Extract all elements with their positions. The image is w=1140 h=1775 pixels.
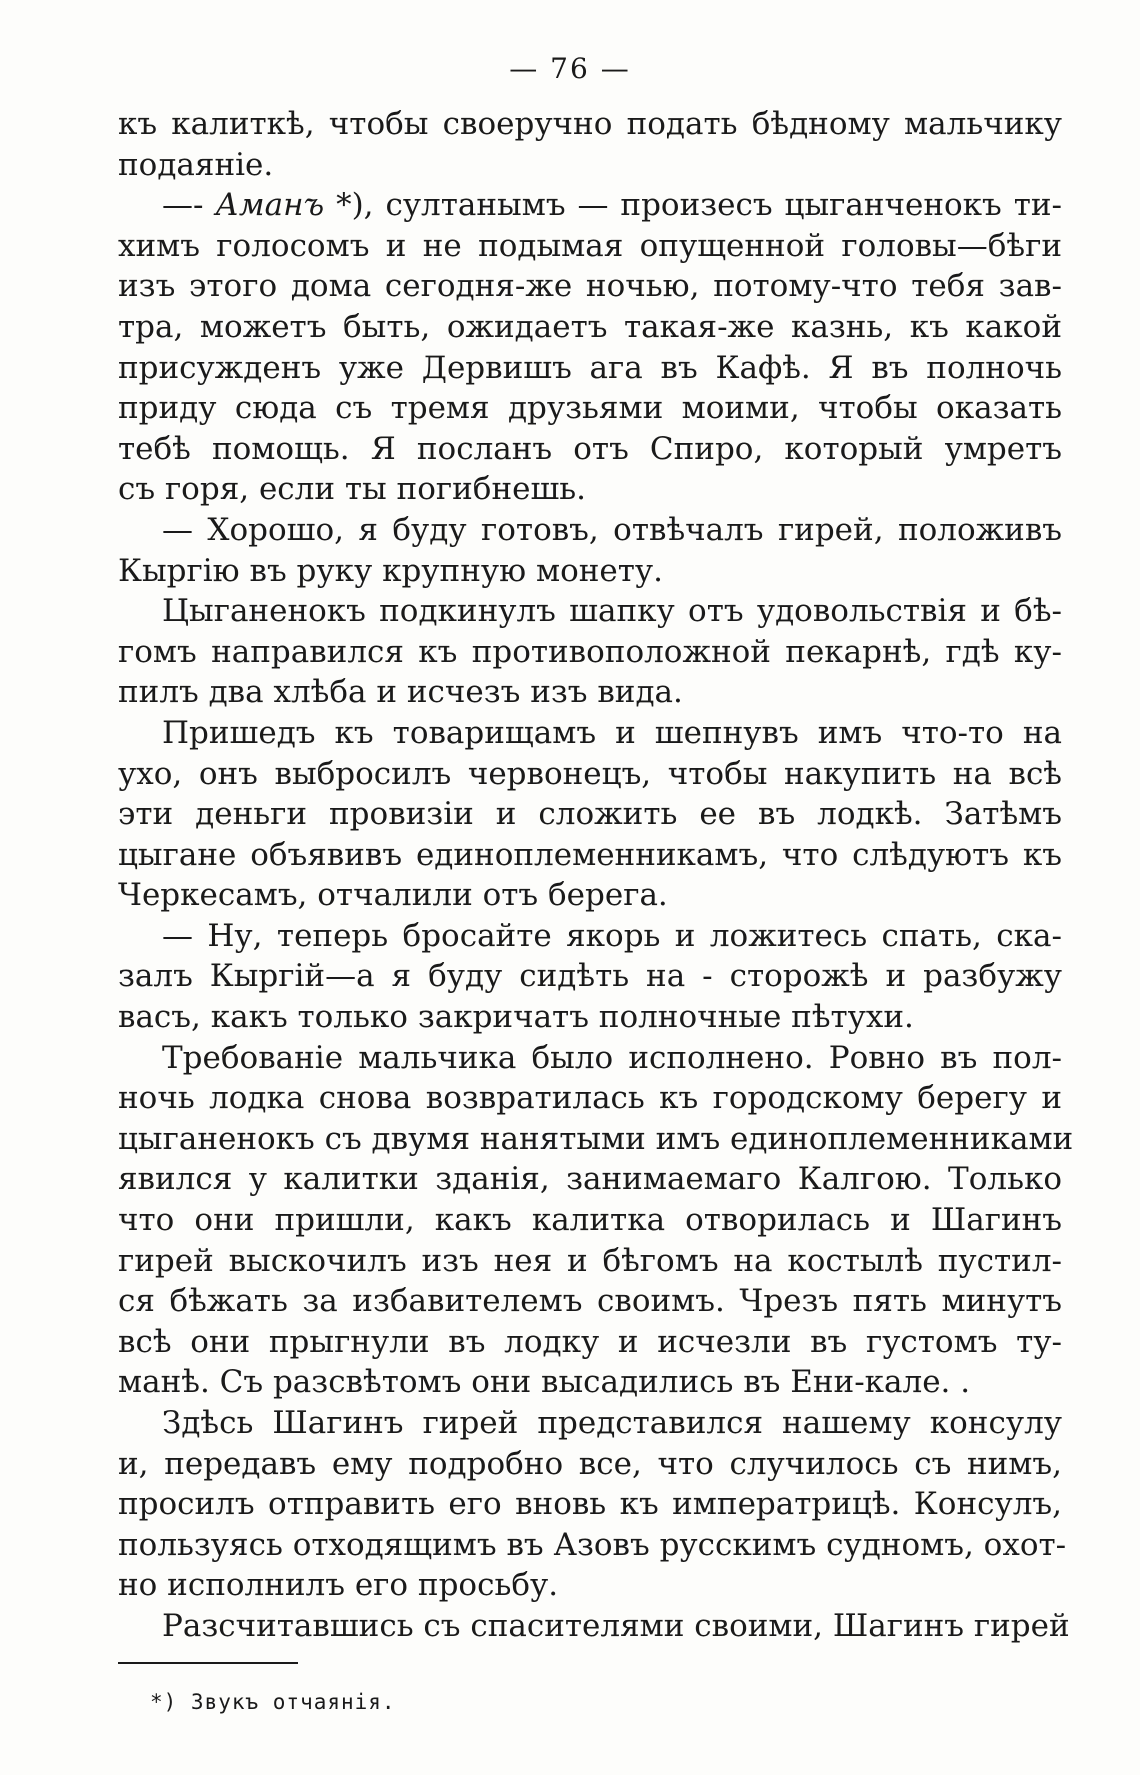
text-line: къ калиткѣ, чтобы своеручно подать бѣдному мальчику: [118, 106, 1062, 142]
text-line: подаяніе.: [118, 146, 274, 183]
text-line: тебѣ помощь. Я посланъ отъ Спиро, который умретъ: [118, 430, 1062, 467]
paragraph: [118, 185, 1062, 510]
text-line: Здѣсь Шагинъ гирей представился нашему консулу: [162, 1405, 1062, 1441]
text-line: гирей выскочилъ изъ нея и бѣгомъ на костылѣ пустил-: [118, 1242, 1062, 1279]
text-line: —- Аманъ *), султанымъ — произесъ цыганченокъ ти-: [162, 187, 1062, 224]
paragraph: [118, 916, 1062, 1038]
paragraph: [118, 104, 1062, 185]
text-line: ночь лодка снова возвратилась къ городскому берегу и: [118, 1080, 1062, 1117]
paragraph: [118, 1038, 1074, 1403]
text-line: изъ этого дома сегодня-же ночью, потому-что тебя зав-: [118, 268, 1062, 305]
text-line: — Хорошо, я буду готовъ, отвѣчалъ гирей, положивъ: [162, 511, 1062, 548]
text-line: Пришедъ къ товарищамъ и шепнувъ имъ что-то на: [162, 714, 1062, 751]
text-line: Разсчитавшись съ спасителями своими, Шагинъ гирей: [162, 1607, 1070, 1644]
paragraph: [118, 713, 1062, 916]
text-line: просилъ отправить его вновь къ императрицѣ. Консулъ,: [118, 1486, 1062, 1523]
text-line: гомъ направился къ противоположной пекарнѣ, гдѣ ку-: [118, 633, 1062, 670]
text-line: всѣ они прыгнули въ лодку и исчезли въ густомъ ту-: [118, 1323, 1062, 1360]
text-line: Цыганенокъ подкинулъ шапку отъ удовольствія и бѣ-: [162, 593, 1062, 630]
text-line: ухо, онъ выбросилъ червонецъ, чтобы накупить на всѣ: [118, 755, 1062, 792]
text-line: приду сюда съ тремя друзьями моими, чтобы оказать: [118, 390, 1062, 427]
text-line: эти деньги провизіи и сложить ее въ лодкѣ. Затѣмъ: [118, 796, 1062, 833]
text-line: пилъ два хлѣба и исчезъ изъ вида.: [118, 674, 683, 711]
paragraph: [118, 510, 1062, 591]
text-line: химъ голосомъ и не подымая опущенной головы—бѣги: [118, 227, 1062, 264]
text-line: Черкесамъ, отчалили отъ берега.: [118, 877, 668, 914]
text-line: Требованіе мальчика было исполнено. Ровно въ пол-: [162, 1039, 1062, 1076]
text-line: Кыргію въ руку крупную монету.: [118, 552, 663, 589]
text-line: присужденъ уже Дервишъ ага въ Кафѣ. Я въ полночь: [118, 349, 1062, 386]
text-line: манѣ. Съ разсвѣтомъ они высадились въ Ени-кале. .: [118, 1364, 971, 1401]
page-number: — 76 —: [509, 52, 631, 85]
paragraph: [118, 1606, 1070, 1647]
text-line: васъ, какъ только закричатъ полночные пѣтухи.: [118, 999, 914, 1036]
footnote: *) Звукъ отчаянія.: [150, 1690, 396, 1714]
text-line: тра, можетъ быть, ожидаетъ такая-же казнь, къ какой: [118, 308, 1062, 345]
text-line: пользуясь отходящимъ въ Азовъ русскимъ судномъ, охот-: [118, 1526, 1067, 1563]
text-line: цыганенокъ съ двумя нанятыми имъ единоплеменниками: [118, 1120, 1074, 1157]
text-line: ся бѣжать за избавителемъ своимъ. Чрезъ пять минутъ: [118, 1283, 1062, 1320]
footnote-divider: [118, 1662, 298, 1664]
text-line: что они пришли, какъ калитка отворилась и Шагинъ: [118, 1202, 1062, 1239]
paragraph: [118, 591, 1062, 713]
text-line: и, передавъ ему подробно все, что случилось съ нимъ,: [118, 1445, 1062, 1482]
text-line: съ горя, если ты погибнешь.: [118, 471, 586, 508]
paragraph: [118, 1403, 1067, 1606]
text-line: — Ну, теперь бросайте якорь и ложитесь спать, ска-: [162, 917, 1062, 954]
body-text: [118, 104, 1074, 1647]
text-line: залъ Кыргій—а я буду сидѣть на - сторожѣ и разбужу: [118, 958, 1062, 995]
text-line: явился у калитки зданія, занимаемаго Калгою. Только: [118, 1161, 1062, 1198]
text-line: цыгане объявивъ единоплеменникамъ, что слѣдуютъ къ: [118, 836, 1062, 873]
text-line: но исполнилъ его просьбу.: [118, 1567, 559, 1604]
